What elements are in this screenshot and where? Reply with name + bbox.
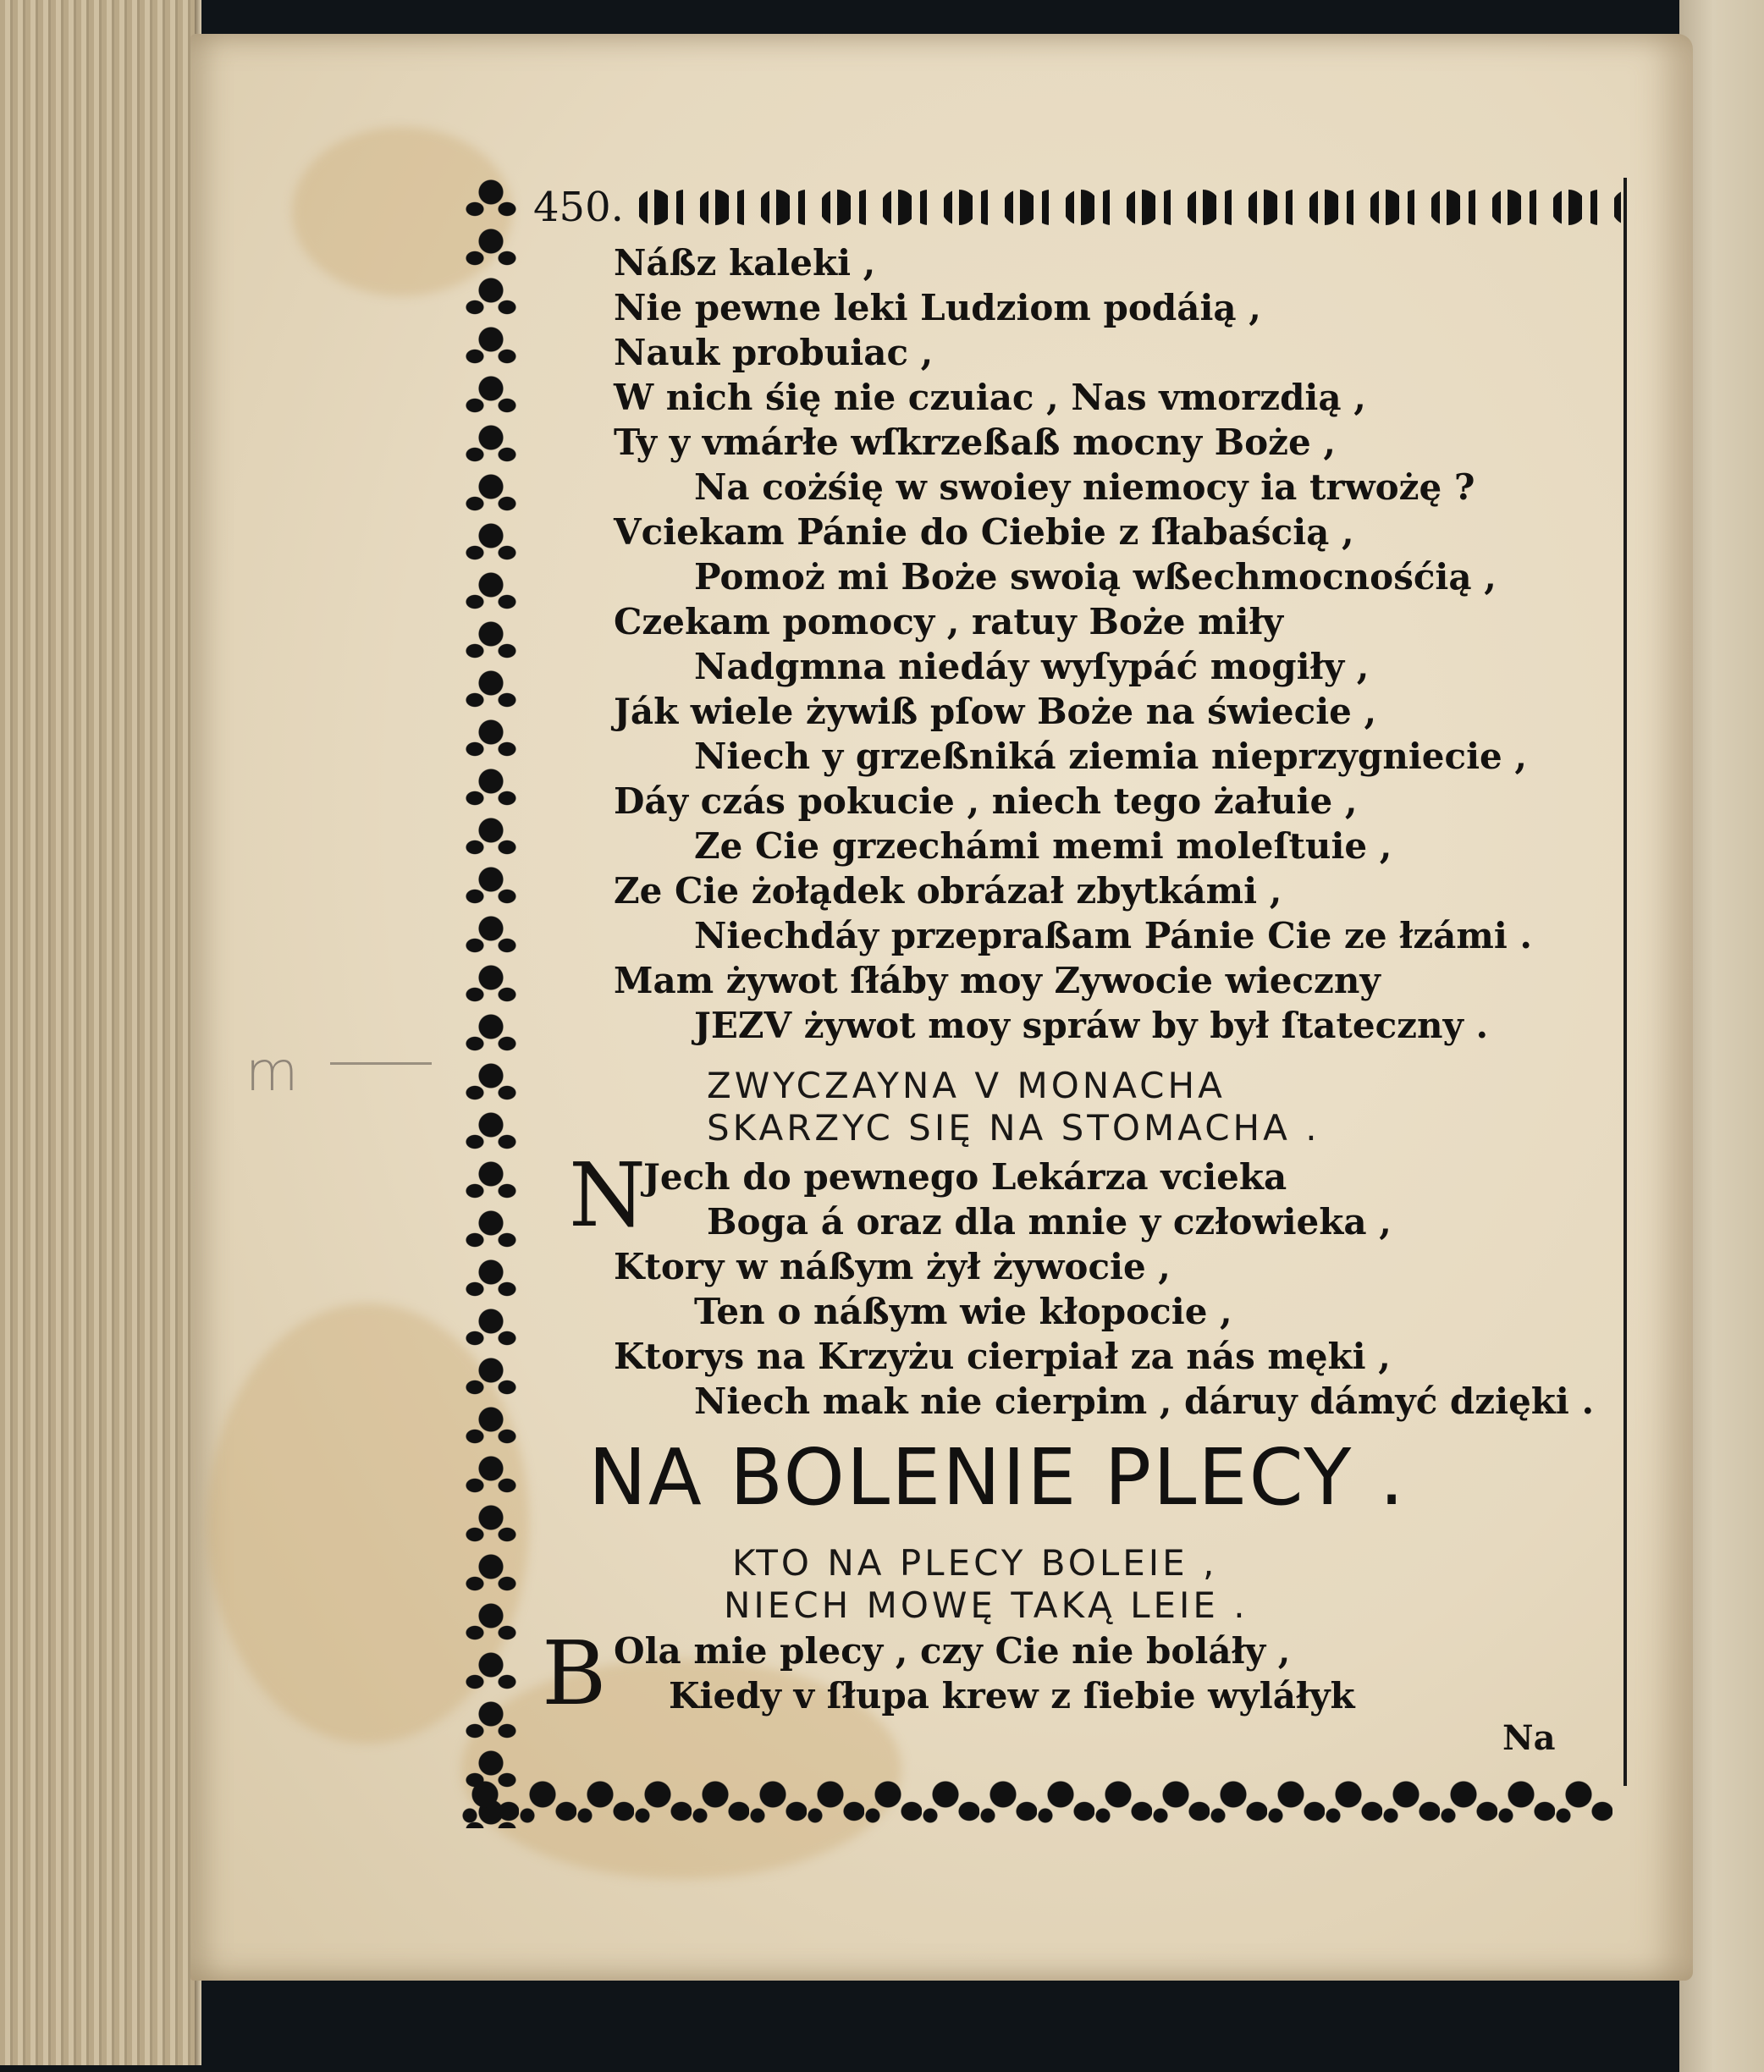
verse-line: Ktorys na Krzyżu cierpiał za nás męki , <box>614 1336 1391 1377</box>
verse-line: Ktory w náßym żył żywocie , <box>614 1246 1171 1287</box>
verse-line: Kiedy v ſłupa krew z ſiebie wyláłyk <box>669 1675 1355 1717</box>
verse-line: Ze Cie żołądek obrázał zbytkámi , <box>614 870 1282 912</box>
verse-line: JEZV żywot moy spráw by był ſtateczny . <box>694 1005 1489 1046</box>
verse-line: Ze Cie grzechámi memi moleſtuie , <box>694 825 1392 867</box>
section-heading: NIECH MOWĘ TAKĄ LEIE . <box>724 1584 1249 1626</box>
section-heading: SKARZYC SIĘ NA STOMACHA . <box>707 1107 1320 1149</box>
verse-line: Niechdáy przepraßam Pánie Cie ze łzámi . <box>694 915 1533 956</box>
verse-line: Náßz kaleki , <box>614 242 876 284</box>
verse-line: Boga á oraz dla mnie y człowieka , <box>707 1201 1392 1243</box>
verse-line: W nich śię nie czuiac , Nas vmorzdią , <box>614 377 1366 418</box>
verse-line: Dáy czás pokucie , niech tego żałuie , <box>614 780 1358 822</box>
verse-line: Na cożśię w swoiey niemocy ia trwożę ? <box>694 466 1475 508</box>
margin-handwritten-note: m <box>245 1041 299 1104</box>
verse-line: Ten o náßym wie kłopocie , <box>694 1291 1232 1332</box>
drop-capital: N <box>569 1143 646 1247</box>
verse-line: Ják wiele żywiß pſow Boże na świecie , <box>614 691 1377 732</box>
verse-line: Mam żywot ſłáby moy Zywocie wieczny <box>614 960 1381 1001</box>
page-number: 450. <box>533 184 624 231</box>
verse-line: Pomoż mi Boże swoią wßechmocnośćią , <box>694 556 1497 598</box>
verse-line: Ty y vmárłe wſkrzeßaß mocny Boże , <box>614 422 1336 463</box>
drop-capital: B <box>542 1622 607 1725</box>
verse-line: Vciekam Pánie do Ciebie z ſłabaścią , <box>614 511 1354 553</box>
verse-line: Nie pewne leki Ludziom podáią , <box>614 287 1261 328</box>
verse-line: Niech y grzeßniká ziemia nieprzygniecie , <box>694 736 1528 777</box>
verse-line: Niech mak nie cierpim , dáruy dámyć dzięki . <box>694 1380 1595 1422</box>
verse-line: Nadgmna niedáy wyſypáć mogiły , <box>694 646 1370 687</box>
verse-line: Nauk probuiac , <box>614 332 934 373</box>
verse-line: Jech do pewnego Lekárza vcieka <box>643 1156 1287 1198</box>
catchword: Na <box>1502 1718 1556 1758</box>
section-heading: ZWYCZAYNA V MONACHA <box>707 1065 1226 1106</box>
section-heading: KTO NA PLECY BOLEIE , <box>732 1542 1218 1584</box>
page-title: NA BOLENIE PLECY . <box>588 1432 1406 1523</box>
verse-line: Ola mie plecy , czy Cie nie boláły , <box>614 1630 1291 1672</box>
verse-line: Czekam pomocy , ratuy Boże miły <box>614 601 1284 642</box>
